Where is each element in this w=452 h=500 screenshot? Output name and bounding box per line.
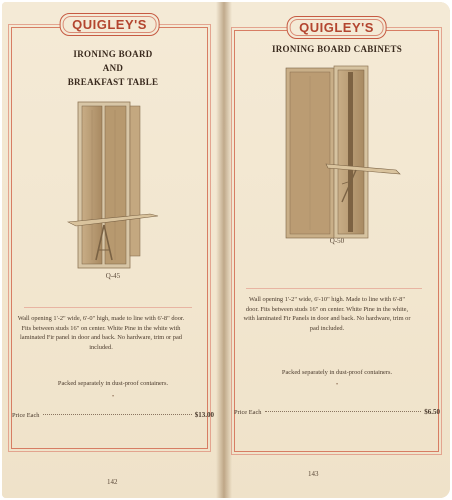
price-amount: $13.00 — [194, 411, 214, 419]
product-title — [224, 42, 450, 56]
product-description: Wall opening 1'-2" wide, 6'-10" high. Made to line with 6'-8" door. Fits between studs 16" on center. White Pine in the white, with laminated Fir Panels in door and back. No hardware, trim or pad included. — [243, 296, 411, 332]
price-amount: $6.50 — [424, 408, 440, 416]
price-line — [12, 411, 214, 419]
dot-leader — [43, 414, 192, 415]
model-number: Q-45 — [105, 272, 121, 280]
price-label: Price Each — [12, 412, 40, 419]
ironing-board-table-illustration — [60, 100, 160, 270]
title-line: IRONING BOARD CABINETS — [271, 44, 403, 54]
right-page — [224, 2, 450, 498]
packing-note: Packed separately in dust-proof containers. — [57, 380, 169, 387]
title-line: BREAKFAST TABLE — [67, 77, 159, 87]
ironing-board-cabinet-illustration — [284, 64, 404, 242]
page-number: 143 — [308, 470, 319, 478]
page-number: 142 — [107, 478, 118, 486]
price-line — [234, 408, 440, 416]
divider — [24, 307, 192, 308]
ornament: • — [335, 382, 339, 388]
book-gutter — [216, 2, 232, 498]
divider — [246, 288, 422, 289]
product-title — [2, 47, 224, 89]
packing-note: Packed separately in dust-proof containers. — [281, 369, 393, 376]
model-number: Q-50 — [329, 237, 345, 245]
product-description: Wall opening 1'-2" wide, 6'-0" high, made to line with 6'-8" door. Fits between studs 16" on center. White Pine in the white with laminated Fir panel in door and back. No hardware, trim or pad included. — [17, 315, 185, 351]
ornament: • — [111, 394, 115, 400]
catalog-spread — [2, 2, 450, 498]
dot-leader — [265, 411, 422, 412]
left-page — [2, 2, 224, 498]
title-line: AND — [102, 63, 124, 73]
brand-logo: QUIGLEY'S — [286, 16, 387, 39]
brand-logo: QUIGLEY'S — [59, 13, 160, 36]
price-label: Price Each — [234, 409, 262, 416]
title-line: IRONING BOARD — [73, 49, 153, 59]
